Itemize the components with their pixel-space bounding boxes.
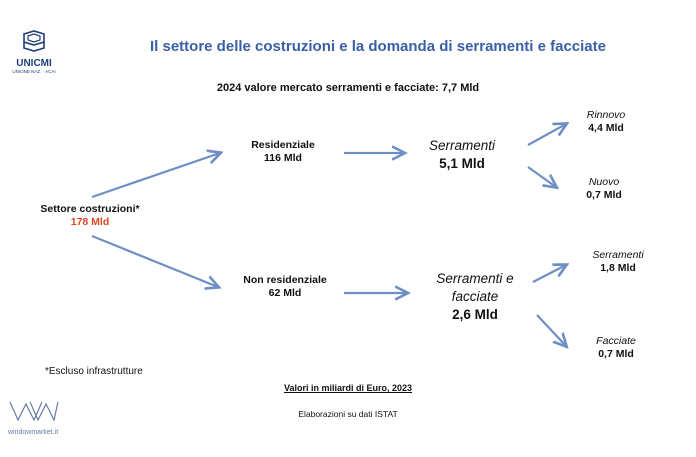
windowmarket-logo-name: windowmarket.it (8, 429, 59, 436)
node-nuovo (572, 176, 636, 202)
node-non-residenziale-value: 62 Mld (268, 287, 302, 299)
arrow-serramenti-rinnovo (528, 124, 566, 145)
node-residenziale-label: Residenziale (251, 139, 315, 151)
node-serramenti-nr (582, 249, 654, 275)
node-facciate-label: Facciate (596, 335, 636, 347)
page-title: Il settore delle costruzioni e la domanda di serramenti e facciate (150, 38, 606, 55)
node-rinnovo-value: 4,4 Mld (588, 122, 624, 134)
source-note: Elaborazioni su dati ISTAT (298, 409, 398, 419)
arrow-serramenti-nuovo (528, 167, 556, 187)
node-settore-costruzioni-label: Settore costruzioni* (40, 203, 140, 215)
node-non-residenziale-label: Non residenziale (243, 274, 327, 286)
footnote: *Escluso infrastrutture (45, 366, 143, 377)
node-settore-costruzioni (28, 203, 152, 229)
node-facciate-value: 0,7 Mld (598, 348, 634, 360)
node-serramenti-value: 5,1 Mld (439, 156, 485, 171)
node-serramenti (414, 137, 510, 173)
arrow-root-residenziale (92, 153, 220, 197)
node-facciate (584, 335, 648, 361)
node-serramenti-facciate-value: 2,6 Mld (452, 307, 498, 322)
arrow-sf-facciate (537, 315, 566, 346)
page-subtitle: 2024 valore mercato serramenti e facciate: 7,7 Mld (216, 82, 480, 94)
node-nuovo-value: 0,7 Mld (586, 189, 622, 201)
node-serramenti-facciate-label-2: facciate (451, 289, 499, 304)
unicmi-logo-name: UNICMI (16, 58, 52, 69)
node-serramenti-nr-label: Serramenti (592, 249, 644, 261)
node-serramenti-label: Serramenti (428, 138, 496, 153)
arrow-sf-serramenti (533, 265, 566, 282)
node-settore-costruzioni-value: 178 Mld (70, 216, 110, 228)
node-nuovo-label: Nuovo (588, 176, 620, 188)
node-non-residenziale (226, 274, 344, 300)
units-note: Valori in miliardi di Euro, 2023 (283, 383, 413, 393)
node-rinnovo (574, 109, 638, 135)
node-serramenti-facciate (420, 270, 530, 324)
arrow-root-non-residenziale (92, 236, 218, 287)
node-residenziale (238, 139, 328, 165)
node-residenziale-value: 116 Mld (264, 152, 302, 164)
unicmi-logo-sub: UNIONE NAZ. · ACAI (12, 69, 56, 74)
node-serramenti-facciate-label-1: Serramenti e (436, 271, 514, 286)
node-serramenti-nr-value: 1,8 Mld (600, 262, 636, 274)
node-rinnovo-label: Rinnovo (586, 109, 626, 121)
